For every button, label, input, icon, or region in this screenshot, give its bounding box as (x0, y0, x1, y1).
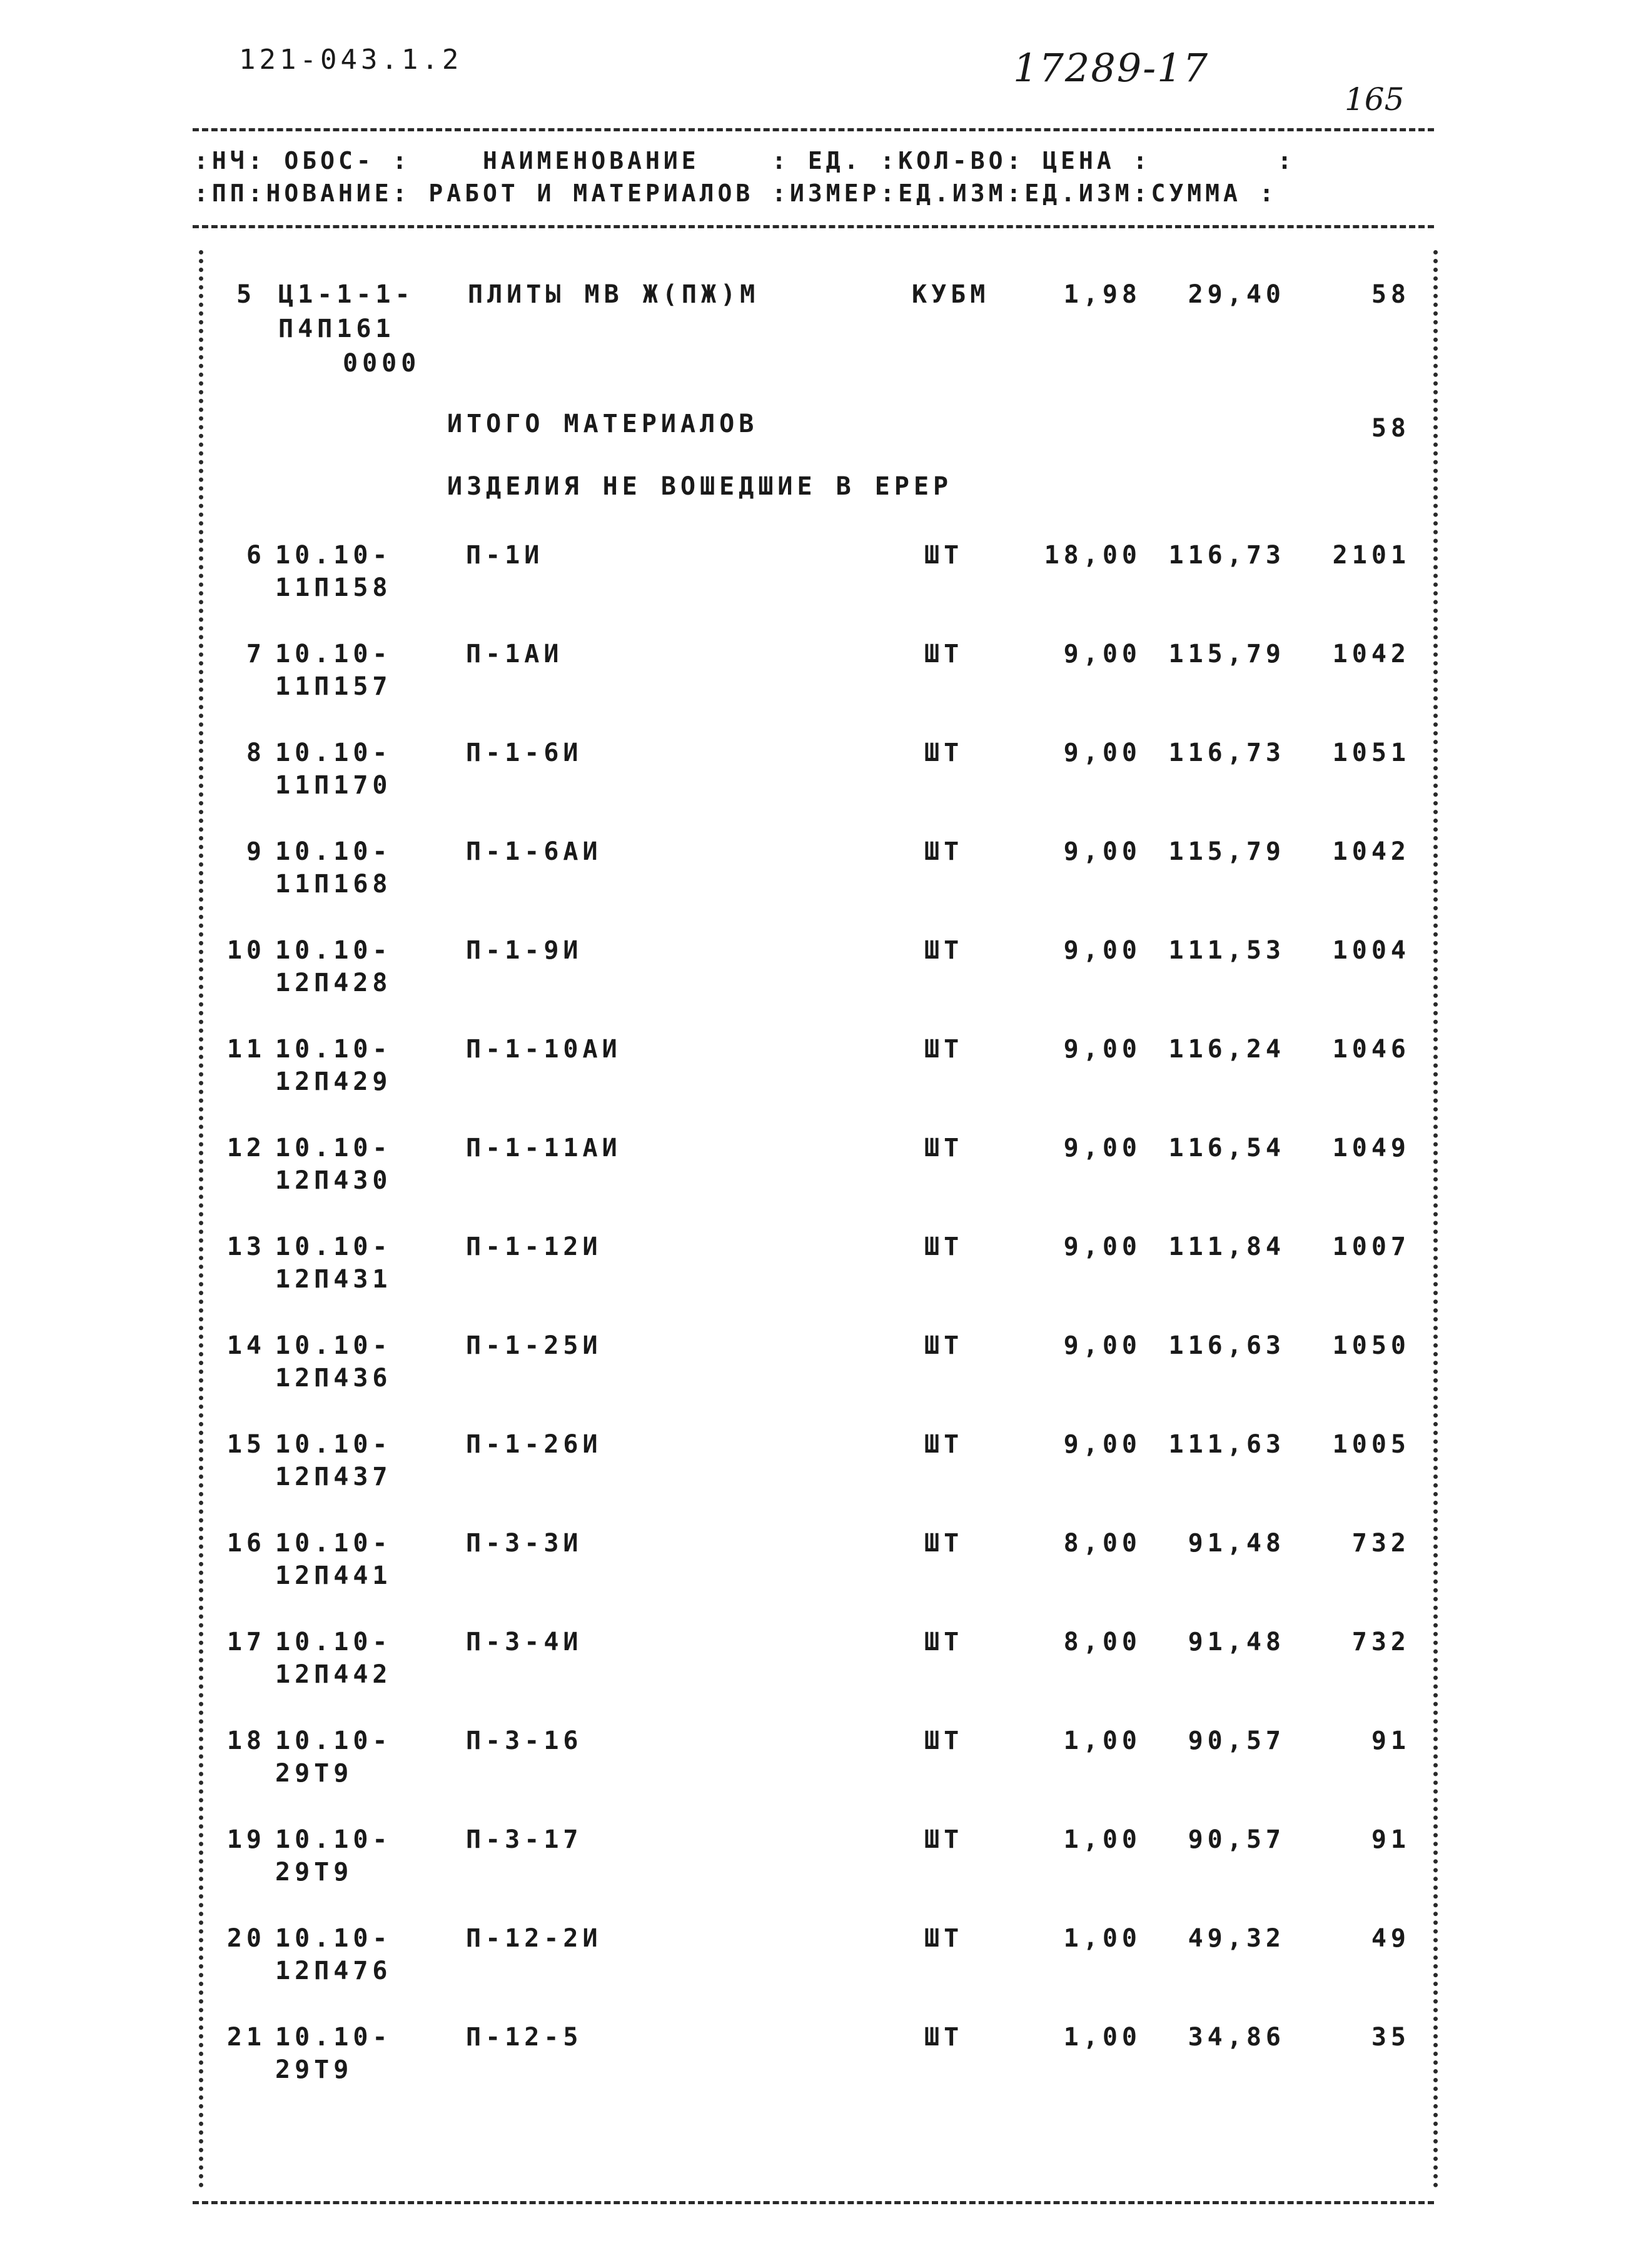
row-name: П-1-11АИ (466, 1134, 622, 1162)
row-code-line-2: 12П437 (275, 1463, 392, 1491)
row-name: П-3-4И (466, 1628, 583, 1656)
row-unit: ШТ (924, 1825, 964, 1854)
row-code-line-2: 29Т9 (275, 1858, 353, 1887)
row-code-line-2: 12П442 (275, 1660, 392, 1689)
row-name: П-1-6И (466, 738, 583, 767)
handwritten-code: 17289-17 (1013, 45, 1209, 91)
row-qty: 1,00 (1063, 1825, 1141, 1854)
row-code-line-1: 10.10- (275, 1529, 392, 1558)
row-number: 9 (246, 837, 266, 866)
row-unit: ШТ (924, 1232, 964, 1261)
row-number: 15 (226, 1430, 266, 1459)
row-code-line-1: 10.10- (275, 2023, 392, 2052)
row-number: 5 (236, 280, 256, 309)
row-qty: 9,00 (1063, 738, 1141, 767)
row-qty: 1,98 (1063, 280, 1141, 309)
row-sum: 35 (1371, 2023, 1410, 2052)
row-qty: 8,00 (1063, 1529, 1141, 1558)
row-code-line-2: 11П157 (275, 672, 392, 701)
row-number: 8 (246, 738, 266, 767)
row-qty: 9,00 (1063, 1035, 1141, 1064)
row-unit: ШТ (924, 640, 964, 668)
row-price: 115,79 (1168, 837, 1285, 866)
row-name: П-1-10АИ (466, 1035, 622, 1064)
header-line-2: :ПП:НОВАНИЕ: РАБОТ И МАТЕРИАЛОВ :ИЗМЕР:ЕД.ИЗМ:ЕД.ИЗМ:СУММА : (194, 179, 1278, 207)
header-bottom-rule (193, 225, 1434, 228)
row-sum: 1042 (1332, 837, 1410, 866)
row-code-line-2: 12П428 (275, 969, 392, 997)
row-sum: 1007 (1332, 1232, 1410, 1261)
row-price: 90,57 (1188, 1825, 1285, 1854)
row-name: П-3-3И (466, 1529, 583, 1558)
row-code-line-2: П4П161 (278, 315, 395, 343)
row-code-line-1: 10.10- (275, 738, 392, 767)
row-code-line-1: 10.10- (275, 837, 392, 866)
row-sum: 49 (1371, 1924, 1410, 1953)
row-name: П-1-25И (466, 1331, 602, 1360)
row-price: 116,73 (1168, 738, 1285, 767)
row-unit: ШТ (924, 1134, 964, 1162)
row-code-line-2: 11П170 (275, 771, 392, 800)
row-sum: 58 (1371, 280, 1410, 309)
row-name: П-1-6АИ (466, 837, 602, 866)
row-sum: 1042 (1332, 640, 1410, 668)
row-code-line-1: 10.10- (275, 1232, 392, 1261)
row-number: 12 (226, 1134, 266, 1162)
row-price: 90,57 (1188, 1726, 1285, 1755)
row-unit: ШТ (924, 1331, 964, 1360)
table-bottom-rule (193, 2201, 1434, 2204)
row-name: П-1-12И (466, 1232, 602, 1261)
row-price: 111,53 (1168, 936, 1285, 965)
total-materials-label: ИТОГО МАТЕРИАЛОВ (447, 410, 759, 438)
row-sum: 1049 (1332, 1134, 1410, 1162)
row-name: ПЛИТЫ МВ Ж(ПЖ)М (468, 280, 760, 309)
row-code-line-1: 10.10- (275, 936, 392, 965)
row-unit: КУБМ (912, 280, 990, 309)
row-name: П-12-5 (466, 2023, 583, 2052)
row-code-line-2: 11П168 (275, 870, 392, 899)
row-name: П-3-17 (466, 1825, 583, 1854)
row-unit: ШТ (924, 1924, 964, 1953)
row-price: 115,79 (1168, 640, 1285, 668)
row-code-line-2: 12П429 (275, 1067, 392, 1096)
row-code-line-1: Ц1-1-1- (278, 280, 415, 309)
total-materials-value: 58 (1371, 414, 1410, 443)
row-sum: 1046 (1332, 1035, 1410, 1064)
row-code-line-1: 10.10- (275, 1134, 392, 1162)
row-code-line-1: 10.10- (275, 1825, 392, 1854)
row-price: 111,84 (1168, 1232, 1285, 1261)
row-code-line-1: 10.10- (275, 1726, 392, 1755)
row-qty: 9,00 (1063, 837, 1141, 866)
row-qty: 8,00 (1063, 1628, 1141, 1656)
row-qty: 18,00 (1044, 541, 1141, 570)
row-sum: 732 (1351, 1628, 1410, 1656)
row-code-line-2: 12П436 (275, 1364, 392, 1393)
left-border (199, 250, 203, 2189)
header-line-1: :НЧ: ОБОС- : НАИМЕНОВАНИЕ : ЕД. :КОЛ-ВО: ЦЕНА : : (194, 147, 1296, 174)
row-sum: 1005 (1332, 1430, 1410, 1459)
row-sum: 1004 (1332, 936, 1410, 965)
row-qty: 1,00 (1063, 1924, 1141, 1953)
row-number: 13 (226, 1232, 266, 1261)
row-code-line-1: 10.10- (275, 541, 392, 570)
row-price: 116,54 (1168, 1134, 1285, 1162)
row-number: 20 (226, 1924, 266, 1953)
row-price: 116,24 (1168, 1035, 1285, 1064)
row-qty: 9,00 (1063, 1232, 1141, 1261)
section-title: ИЗДЕЛИЯ НЕ ВОШЕДШИЕ В ЕРЕР (447, 472, 953, 501)
row-code-line-1: 10.10- (275, 1924, 392, 1953)
row-unit: ШТ (924, 1529, 964, 1558)
row-sum: 2101 (1332, 541, 1410, 570)
row-code-line-2: 12П441 (275, 1561, 392, 1590)
row-number: 19 (226, 1825, 266, 1854)
row-name: П-12-2И (466, 1924, 602, 1953)
row-sum: 1050 (1332, 1331, 1410, 1360)
row-name: П-1-9И (466, 936, 583, 965)
row-code-line-2: 12П476 (275, 1957, 392, 1985)
row-number: 18 (226, 1726, 266, 1755)
row-price: 34,86 (1188, 2023, 1285, 2052)
row-code-line-2: 12П431 (275, 1265, 392, 1294)
right-border (1433, 250, 1438, 2189)
document-code: 121-043.1.2 (239, 44, 463, 76)
row-qty: 1,00 (1063, 1726, 1141, 1755)
row-unit: ШТ (924, 1035, 964, 1064)
row-price: 91,48 (1188, 1529, 1285, 1558)
row-number: 7 (246, 640, 266, 668)
row-sum: 91 (1371, 1726, 1410, 1755)
row-number: 16 (226, 1529, 266, 1558)
row-qty: 9,00 (1063, 1331, 1141, 1360)
row-qty: 9,00 (1063, 640, 1141, 668)
row-number: 6 (246, 541, 266, 570)
row-qty: 9,00 (1063, 1134, 1141, 1162)
header-top-rule (193, 128, 1434, 131)
row-price: 49,32 (1188, 1924, 1285, 1953)
row-code-line-1: 10.10- (275, 1035, 392, 1064)
row-code-line-3: 0000 (343, 349, 421, 378)
row-price: 29,40 (1188, 280, 1285, 309)
row-name: П-1АИ (466, 640, 563, 668)
row-sum: 91 (1371, 1825, 1410, 1854)
row-unit: ШТ (924, 936, 964, 965)
row-code-line-2: 11П158 (275, 573, 392, 602)
row-number: 14 (226, 1331, 266, 1360)
row-sum: 732 (1351, 1529, 1410, 1558)
row-number: 21 (226, 2023, 266, 2052)
row-price: 111,63 (1168, 1430, 1285, 1459)
row-unit: ШТ (924, 1430, 964, 1459)
row-unit: ШТ (924, 837, 964, 866)
row-number: 11 (226, 1035, 266, 1064)
row-code-line-1: 10.10- (275, 1331, 392, 1360)
row-qty: 1,00 (1063, 2023, 1141, 2052)
page-number: 165 (1345, 81, 1405, 118)
row-price: 116,73 (1168, 541, 1285, 570)
row-price: 91,48 (1188, 1628, 1285, 1656)
row-name: П-3-16 (466, 1726, 583, 1755)
row-qty: 9,00 (1063, 936, 1141, 965)
row-unit: ШТ (924, 1628, 964, 1656)
row-price: 116,63 (1168, 1331, 1285, 1360)
row-code-line-1: 10.10- (275, 640, 392, 668)
row-code-line-2: 29Т9 (275, 1759, 353, 1788)
row-code-line-2: 12П430 (275, 1166, 392, 1195)
row-qty: 9,00 (1063, 1430, 1141, 1459)
row-unit: ШТ (924, 2023, 964, 2052)
row-number: 17 (226, 1628, 266, 1656)
row-code-line-2: 29Т9 (275, 2055, 353, 2084)
row-number: 10 (226, 936, 266, 965)
row-sum: 1051 (1332, 738, 1410, 767)
row-name: П-1И (466, 541, 544, 570)
row-unit: ШТ (924, 541, 964, 570)
row-unit: ШТ (924, 1726, 964, 1755)
row-name: П-1-26И (466, 1430, 602, 1459)
row-code-line-1: 10.10- (275, 1628, 392, 1656)
row-code-line-1: 10.10- (275, 1430, 392, 1459)
row-unit: ШТ (924, 738, 964, 767)
